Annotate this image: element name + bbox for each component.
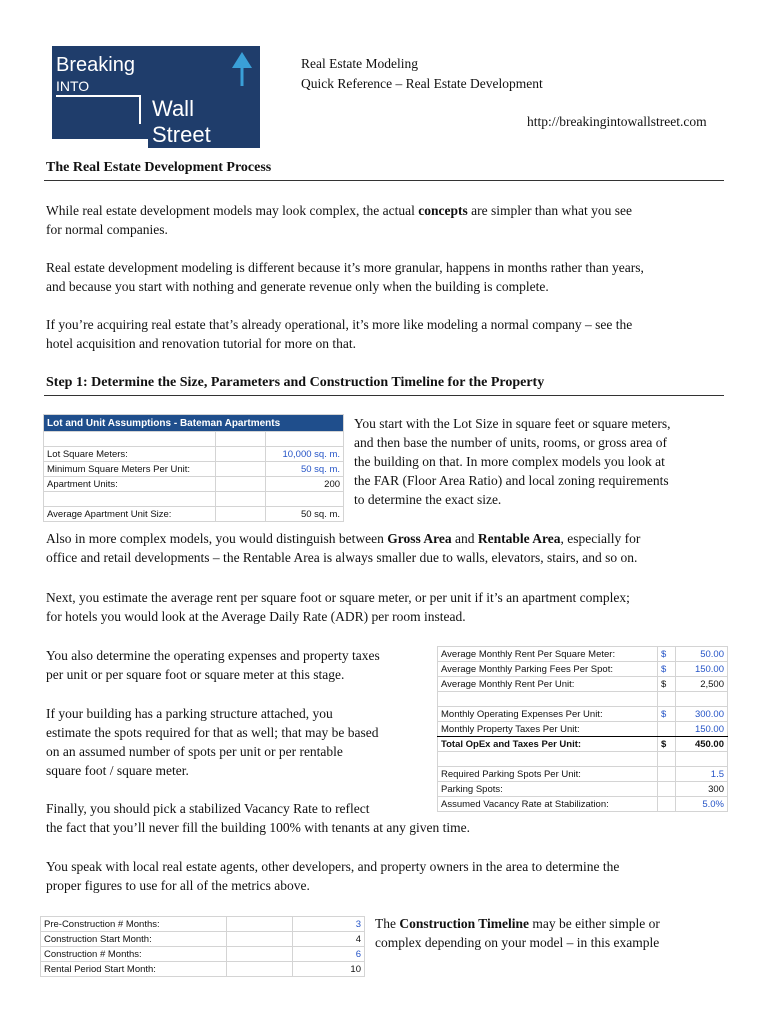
text: the fact that you’ll never fill the building 100% with tenants at any given time. <box>46 820 471 835</box>
cell-label: Parking Spots: <box>438 782 658 797</box>
table-row <box>438 767 728 782</box>
paragraph-rent <box>46 588 730 626</box>
cell-value: 10,000 sq. m. <box>266 447 344 462</box>
table-title: Lot and Unit Assumptions - Bateman Apartments <box>44 415 344 432</box>
cell-label: Average Apartment Unit Size: <box>44 507 216 522</box>
cell-currency: $ <box>658 662 676 677</box>
paragraph-parking <box>46 704 436 780</box>
text: for hotels you would look at the Average Daily Rate (ADR) per room instead. <box>46 609 466 624</box>
cell-value: 5.0% <box>676 797 728 812</box>
paragraph-opex <box>46 646 436 684</box>
text: square foot / square meter. <box>46 763 189 778</box>
rent-expense-assumptions-table <box>437 646 728 812</box>
text: and then base the number of units, rooms, or gross area of <box>354 435 668 450</box>
text: on an assumed number of spots per unit or per rentable <box>46 744 343 759</box>
cell-currency: $ <box>658 707 676 722</box>
text-bold: Rentable Area <box>477 531 561 546</box>
cell-currency: $ <box>658 737 676 752</box>
section-rule <box>44 180 724 181</box>
logo-text-wall-street: Wall Street <box>148 96 260 148</box>
cell-label: Lot Square Meters: <box>44 447 216 462</box>
cell-label: Apartment Units: <box>44 477 216 492</box>
cell-label: Assumed Vacancy Rate at Stabilization: <box>438 797 658 812</box>
header-title: Real Estate Modeling <box>301 56 418 71</box>
text: The <box>375 916 400 931</box>
text: Real estate development modeling is different because it’s more granular, happens in months rather than years, <box>46 260 644 275</box>
text: While real estate development models may look complex, the actual <box>46 203 419 218</box>
table-row <box>438 677 728 692</box>
cell-value: 450.00 <box>676 737 728 752</box>
table-row <box>438 782 728 797</box>
cell-label: Average Monthly Rent Per Square Meter: <box>438 647 658 662</box>
text: for normal companies. <box>46 222 168 237</box>
cell-value: 10 <box>293 962 365 977</box>
cell-currency: $ <box>658 647 676 662</box>
cell-label: Required Parking Spots Per Unit: <box>438 767 658 782</box>
text: hotel acquisition and renovation tutorial for more on that. <box>46 336 357 351</box>
cell-label: Pre-Construction # Months: <box>41 917 227 932</box>
cell-currency: $ <box>658 677 676 692</box>
text: may be either simple or <box>529 916 660 931</box>
cell-value: 4 <box>293 932 365 947</box>
text: complex depending on your model – in this example <box>375 935 660 950</box>
text: per unit or per square foot or square meter at this stage. <box>46 667 345 682</box>
cell-label: Total OpEx and Taxes Per Unit: <box>438 737 658 752</box>
cell-value: 2,500 <box>676 677 728 692</box>
table-row <box>438 647 728 662</box>
cell-label: Minimum Square Meters Per Unit: <box>44 462 216 477</box>
cell-value: 3 <box>293 917 365 932</box>
paragraph-lot-size <box>354 414 734 509</box>
table-row <box>41 962 365 977</box>
cell-value: 1.5 <box>676 767 728 782</box>
text: , especially for <box>560 531 641 546</box>
text-bold: concepts <box>418 203 468 218</box>
text: to determine the exact size. <box>354 492 502 507</box>
cell-label: Average Monthly Rent Per Unit: <box>438 677 658 692</box>
text: estimate the spots required for that as well; that may be based <box>46 725 379 740</box>
cell-label: Monthly Operating Expenses Per Unit: <box>438 707 658 722</box>
cell-value: 6 <box>293 947 365 962</box>
text: You speak with local real estate agents, other developers, and property owners in the area to determine the <box>46 859 620 874</box>
cell-value: 50.00 <box>676 647 728 662</box>
text: proper figures to use for all of the metrics above. <box>46 878 310 893</box>
header-url[interactable]: http://breakingintowallstreet.com <box>527 114 707 129</box>
text: You also determine the operating expenses and property taxes <box>46 648 380 663</box>
text: If your building has a parking structure attached, you <box>46 706 333 721</box>
text: You start with the Lot Size in square feet or square meters, <box>354 416 671 431</box>
text: Finally, you should pick a stabilized Vacancy Rate to reflect <box>46 801 370 816</box>
text: and <box>451 531 478 546</box>
paragraph-intro <box>46 201 730 239</box>
cell-label: Monthly Property Taxes Per Unit: <box>438 722 658 737</box>
text: the building on that. In more complex models you look at <box>354 454 665 469</box>
header-subtitle: Quick Reference – Real Estate Development <box>301 76 543 91</box>
logo <box>52 46 260 147</box>
cell-value: 150.00 <box>676 662 728 677</box>
paragraph-acquiring <box>46 315 730 353</box>
cell-label: Construction Start Month: <box>41 932 227 947</box>
table-row <box>438 722 728 737</box>
lot-unit-assumptions-table <box>43 414 344 522</box>
section-title-process: The Real Estate Development Process <box>46 160 272 175</box>
table-row <box>438 662 728 677</box>
table-row <box>41 932 365 947</box>
table-row <box>41 917 365 932</box>
text: Next, you estimate the average rent per square foot or square meter, or per unit if it’s an apartment complex; <box>46 590 630 605</box>
cell-value: 50 sq. m. <box>266 462 344 477</box>
cell-value: 300.00 <box>676 707 728 722</box>
table-row <box>44 462 344 477</box>
text-bold: Gross Area <box>387 531 452 546</box>
cell-label: Construction # Months: <box>41 947 227 962</box>
table-row <box>44 477 344 492</box>
text: office and retail developments – the Rentable Area is always smaller due to walls, elevators, stairs, and so on. <box>46 550 638 565</box>
paragraph-timeline <box>375 914 735 952</box>
table-row <box>41 947 365 962</box>
text: and because you start with nothing and generate revenue only when the building is complete. <box>46 279 549 294</box>
cell-label: Average Monthly Parking Fees Per Spot: <box>438 662 658 677</box>
text: are simpler than what you see <box>467 203 632 218</box>
logo-text-breaking: Breaking <box>56 54 135 76</box>
paragraph-gross-area <box>46 529 730 567</box>
logo-text-into: INTO <box>56 78 90 94</box>
cell-value: 200 <box>266 477 344 492</box>
table-row <box>438 707 728 722</box>
text: If you’re acquiring real estate that’s already operational, it’s more like modeling a normal company – see the <box>46 317 633 332</box>
cell-value: 150.00 <box>676 722 728 737</box>
cell-label: Rental Period Start Month: <box>41 962 227 977</box>
section-title-step1: Step 1: Determine the Size, Parameters and Construction Timeline for the Property <box>46 375 545 390</box>
paragraph-vacancy <box>46 799 730 837</box>
paragraph-agents <box>46 857 730 895</box>
table-row <box>438 737 728 752</box>
construction-timeline-table <box>40 916 365 977</box>
table-row <box>44 507 344 522</box>
table-row <box>44 447 344 462</box>
text: the FAR (Floor Area Ratio) and local zoning requirements <box>354 473 669 488</box>
text: Also in more complex models, you would distinguish between <box>46 531 388 546</box>
cell-value: 300 <box>676 782 728 797</box>
text-bold: Construction Timeline <box>399 916 530 931</box>
header-block <box>301 54 543 94</box>
cell-value: 50 sq. m. <box>266 507 344 522</box>
section-rule <box>44 395 724 396</box>
paragraph-granular <box>46 258 730 296</box>
